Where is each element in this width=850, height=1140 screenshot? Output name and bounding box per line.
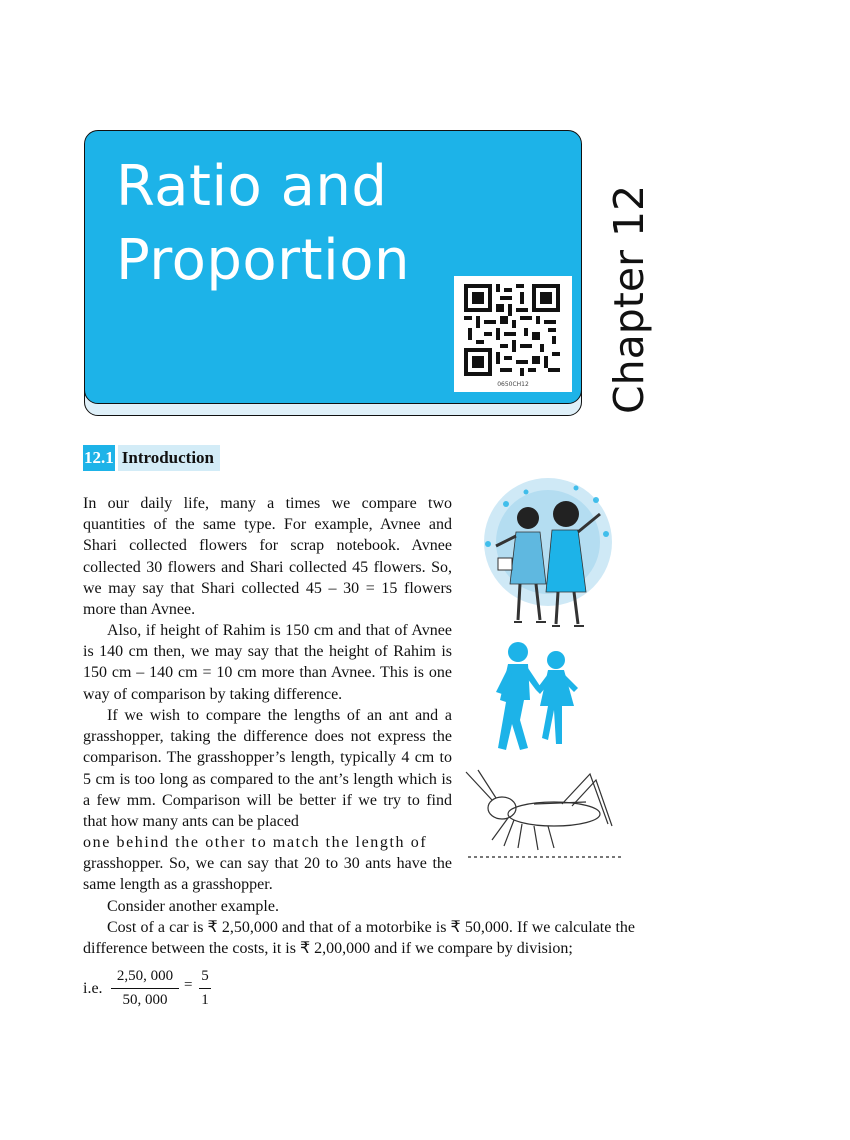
paragraph-1: In our daily life, many a times we compare two quantities of the same type. For example, Avnee and Shari collected flowers for scrap notebook. Avnee collected 30 flowers and Shari collected 45 flowers. So, we may say that Shari collected 45 – 30 = 15 flowers more than Avnee. [83, 495, 452, 619]
qr-caption: 0650CH12 [497, 381, 529, 388]
section-title: Introduction [118, 445, 220, 471]
fraction-ratio [199, 968, 211, 1009]
section-heading [83, 445, 220, 471]
girls-collecting-flowers-illustration [466, 474, 624, 632]
chapter-title [116, 150, 410, 298]
fraction-numerator: 2,50, 000 [111, 968, 179, 989]
ratio-denominator: 1 [201, 992, 209, 1008]
qr-code-image [464, 284, 560, 376]
chapter-title-line-2: Proportion [116, 228, 410, 293]
paragraph-4: Consider another example. [107, 898, 279, 915]
qr-code [454, 276, 572, 392]
paragraph-3: If we wish to compare the lengths of an ant and a grasshopper, taking the difference does not express the comparison. The grasshopper’s length, typically 4 cm to 5 cm is too long as compared to the ant’s length which is a few mm. Comparison will be better if we try to find that how many ants can be placed [83, 707, 452, 831]
paragraph-2: Also, if height of Rahim is 150 cm and that of Avnee is 140 cm then, we may say that the height of Rahim is 150 cm – 140 cm = 10 cm more than Avnee. This is one way of comparison by taking difference. [83, 622, 452, 703]
fraction-costs [111, 968, 179, 1009]
fraction-denominator: 50, 000 [122, 992, 168, 1008]
equals-sign: = [184, 977, 193, 993]
paragraph-3-end: grasshopper. So, we can say that 20 to 30 ants have the same length as a grasshopper. [83, 855, 452, 894]
grasshopper-illustration [462, 768, 630, 864]
chapter-side-label: Chapter 12 [605, 184, 653, 414]
ie-label: i.e. [83, 980, 103, 997]
section-number: 12.1 [83, 445, 115, 471]
paragraph-5: Cost of a car is ₹ 2,50,000 and that of a motorbike is ₹ 50,000. If we calculate the difference between the costs, it is ₹ 2,00,000 and if we compare by division; [83, 919, 635, 958]
paragraph-3-spread-line: one behind the other to match the length of [83, 834, 428, 851]
ratio-numerator: 5 [199, 968, 211, 989]
chapter-title-line-1: Ratio and [116, 154, 388, 219]
walking-children-illustration [490, 640, 584, 752]
